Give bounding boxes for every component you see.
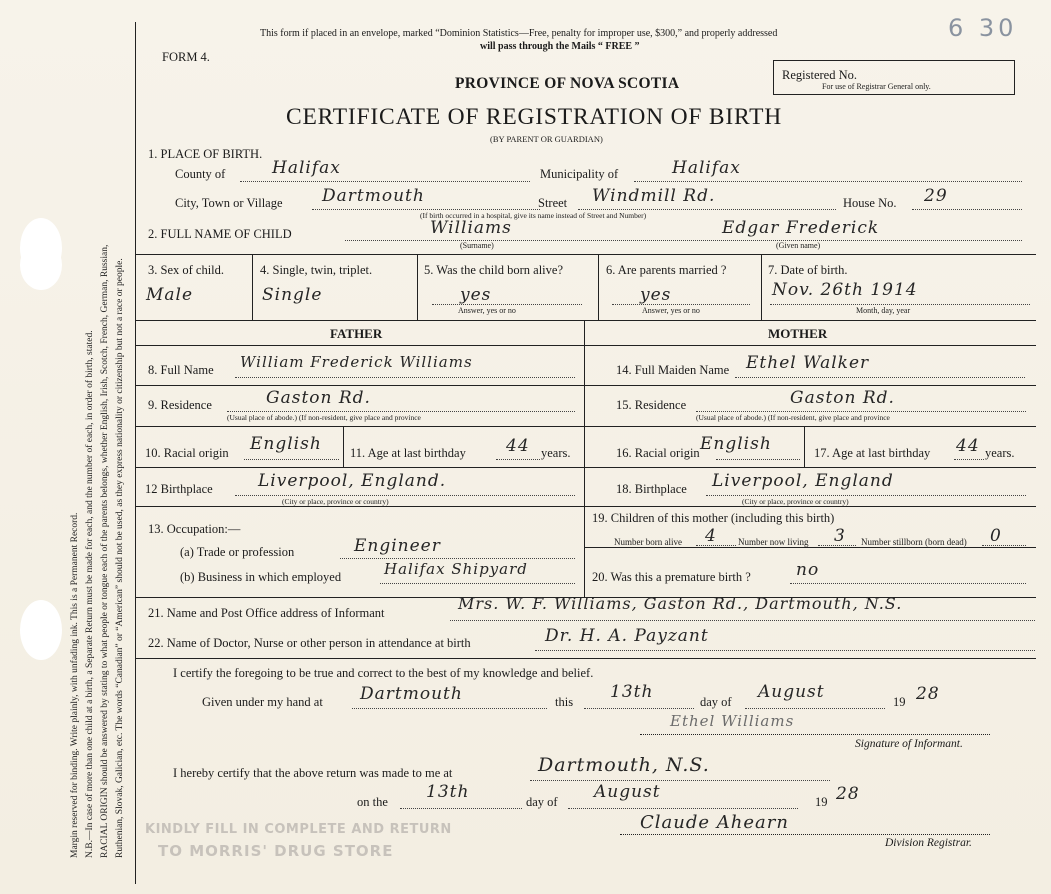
- certify-month-value: August: [758, 682, 825, 702]
- child-name-label: 2. FULL NAME OF CHILD: [148, 227, 292, 241]
- informant-label: 21. Name and Post Office address of Informant: [148, 606, 385, 620]
- county-label: County of: [175, 167, 226, 181]
- registered-sub: For use of Registrar General only.: [822, 82, 931, 91]
- registrar-caption: Division Registrar.: [885, 837, 972, 849]
- married-label: 6. Are parents married ?: [606, 263, 727, 277]
- municipality-label: Municipality of: [540, 167, 619, 181]
- on-the-label: on the: [357, 795, 388, 809]
- certificate-subtitle: (BY PARENT OR GUARDIAN): [490, 134, 603, 144]
- sex-label: 3. Sex of child.: [148, 263, 225, 277]
- alive-value: yes: [460, 285, 492, 305]
- sex-value: Male: [146, 285, 194, 305]
- trade-value: Engineer: [354, 536, 441, 556]
- father-age-label: 11. Age at last birthday: [350, 446, 466, 460]
- mother-birthplace-value: Liverpool, England: [712, 471, 894, 491]
- father-birthplace-value: Liverpool, England.: [258, 471, 447, 491]
- envelope-note-2: will pass through the Mails “ FREE ”: [480, 41, 640, 52]
- given-caption: (Given name): [776, 241, 821, 250]
- business-value: Halifax Shipyard: [384, 560, 528, 578]
- county-value: Halifax: [272, 158, 341, 178]
- corner-number: 6 30: [948, 14, 1018, 42]
- mother-birthplace-label: 18. Birthplace: [616, 482, 687, 496]
- envelope-note-1: This form if placed in an envelope, marked “Dominion Statistics—Free, penalty for improper use, $300,” and properly addressed: [260, 28, 778, 39]
- registrar-signature: Claude Ahearn: [640, 812, 789, 833]
- children-label: 19. Children of this mother (including this birth): [592, 511, 835, 525]
- city-value: Dartmouth: [322, 186, 425, 206]
- drugstore-stamp-line-1: KINDLY FILL IN COMPLETE AND RETURN: [145, 822, 452, 837]
- mother-residence-value: Gaston Rd.: [790, 388, 895, 408]
- father-residence-value: Gaston Rd.: [266, 388, 371, 408]
- form-number: FORM 4.: [162, 50, 210, 64]
- certify-statement: I certify the foregoing to be true and correct to the best of my knowledge and belief.: [173, 666, 594, 680]
- registrar-year-prefix: 19: [815, 795, 828, 809]
- certify-year-value: 28: [916, 684, 940, 704]
- trade-label: (a) Trade or profession: [180, 545, 295, 559]
- registered-box: [773, 60, 1015, 95]
- child-surname: Williams: [430, 218, 512, 238]
- informant-signature: Ethel Williams: [670, 712, 795, 730]
- given-under-label: Given under my hand at: [202, 695, 323, 709]
- mother-racial-value: English: [700, 434, 772, 454]
- premature-label: 20. Was this a premature birth ?: [592, 570, 751, 584]
- mother-age-label: 17. Age at last birthday: [814, 446, 931, 460]
- married-value: yes: [640, 285, 672, 305]
- doctor-label: 22. Name of Doctor, Nurse or other person in attendance at birth: [148, 636, 471, 650]
- doctor-value: Dr. H. A. Payzant: [545, 626, 709, 646]
- father-birthplace-caption: (City or place, province or country): [282, 497, 389, 506]
- mother-name-value: Ethel Walker: [746, 353, 870, 373]
- occupation-label: 13. Occupation:—: [148, 522, 241, 536]
- hospital-note: (If birth occurred in a hospital, give its name instead of Street and Number): [420, 211, 647, 220]
- street-label: Street: [538, 196, 568, 210]
- punch-hole-middle: [20, 240, 62, 290]
- father-racial-label: 10. Racial origin: [145, 446, 229, 460]
- certify-year-prefix: 19: [893, 695, 906, 709]
- registered-label: Registered No.: [782, 68, 857, 82]
- certify-day-value: 13th: [610, 682, 654, 702]
- house-value: 29: [924, 186, 948, 206]
- father-residence-label: 9. Residence: [148, 398, 212, 412]
- premature-value: no: [796, 560, 820, 580]
- this-label: this: [555, 695, 574, 709]
- mother-heading: MOTHER: [768, 326, 828, 341]
- registrar-place-value: Dartmouth, N.S.: [538, 754, 710, 776]
- side-note-1: Margin reserved for binding. Write plainly, with unfading ink. This is a Permanent Record.: [70, 512, 80, 858]
- certify-day-label: day of: [700, 695, 732, 709]
- registrar-month-value: August: [594, 782, 661, 802]
- certificate-title: CERTIFICATE OF REGISTRATION OF BIRTH: [286, 104, 782, 130]
- mother-age-unit: years.: [985, 446, 1015, 460]
- punch-hole-bottom: [20, 600, 62, 660]
- father-age-unit: years.: [541, 446, 571, 460]
- side-note-3: RACIAL ORIGIN should be answered by stating to what people or tongue each of the parents belongs, whether English, Irish, Scotch, French, German, Russian,: [100, 244, 110, 858]
- father-birthplace-label: 12 Birthplace: [145, 482, 213, 496]
- drugstore-stamp-line-2: TO MORRIS' DRUG STORE: [158, 842, 394, 860]
- mother-racial-label: 16. Racial origin: [616, 446, 700, 460]
- street-value: Windmill Rd.: [592, 186, 716, 206]
- stillborn-value: 0: [990, 526, 1002, 546]
- surname-caption: (Surname): [460, 241, 494, 250]
- side-note-2: N.B.—In case of more than one child at a birth, a Separate Return must be made for each, and the number of each, in order of birth, stated.: [85, 330, 95, 858]
- alive-caption: Answer, yes or no: [458, 306, 516, 315]
- stillborn-label: Number stillborn (born dead): [861, 537, 967, 547]
- date-value: Nov. 26th 1914: [772, 280, 918, 300]
- date-caption: Month, day, year: [856, 306, 911, 315]
- married-caption: Answer, yes or no: [642, 306, 700, 315]
- mother-age-value: 44: [956, 436, 980, 456]
- informant-value: Mrs. W. F. Williams, Gaston Rd., Dartmouth, N.S.: [458, 594, 903, 613]
- living-label: Number now living: [738, 537, 809, 547]
- business-label: (b) Business in which employed: [180, 570, 342, 584]
- mother-name-label: 14. Full Maiden Name: [616, 363, 730, 377]
- date-label: 7. Date of birth.: [768, 263, 848, 277]
- mother-residence-label: 15. Residence: [616, 398, 687, 412]
- province-heading: PROVINCE OF NOVA SCOTIA: [455, 75, 680, 92]
- child-given-name: Edgar Frederick: [722, 218, 880, 238]
- given-place-value: Dartmouth: [360, 684, 463, 704]
- twin-label: 4. Single, twin, triplet.: [260, 263, 373, 277]
- mother-residence-caption: (Usual place of abode.) (If non-resident, give place and province: [696, 413, 890, 422]
- registrar-statement: I hereby certify that the above return was made to me at: [173, 766, 453, 780]
- living-value: 3: [834, 526, 846, 546]
- father-residence-caption: (Usual place of abode.) (If non-resident, give place and province: [227, 413, 421, 422]
- city-label: City, Town or Village: [175, 196, 283, 210]
- registrar-day-label: day of: [526, 795, 558, 809]
- father-name-label: 8. Full Name: [148, 363, 214, 377]
- father-heading: FATHER: [330, 326, 383, 341]
- house-label: House No.: [843, 196, 897, 210]
- born-alive-label: Number born alive: [614, 537, 682, 547]
- place-of-birth-label: 1. PLACE OF BIRTH.: [148, 147, 263, 161]
- mother-birthplace-caption: (City or place, province or country): [742, 497, 849, 506]
- father-age-value: 44: [506, 436, 530, 456]
- registrar-day-value: 13th: [426, 782, 470, 802]
- side-note-4: Ruthenian, Slovak, Galician, etc. The words “Canadian” or “American” should not be used, as they express nationality or citizenship but not a race or people.: [115, 258, 125, 858]
- father-racial-value: English: [250, 434, 322, 454]
- informant-signature-caption: Signature of Informant.: [855, 738, 963, 750]
- father-name-value: William Frederick Williams: [240, 353, 473, 371]
- alive-label: 5. Was the child born alive?: [424, 263, 564, 277]
- municipality-value: Halifax: [672, 158, 741, 178]
- registrar-year-value: 28: [836, 784, 860, 804]
- twin-value: Single: [262, 285, 323, 305]
- born-alive-value: 4: [705, 526, 717, 546]
- left-margin-rule: [135, 22, 136, 884]
